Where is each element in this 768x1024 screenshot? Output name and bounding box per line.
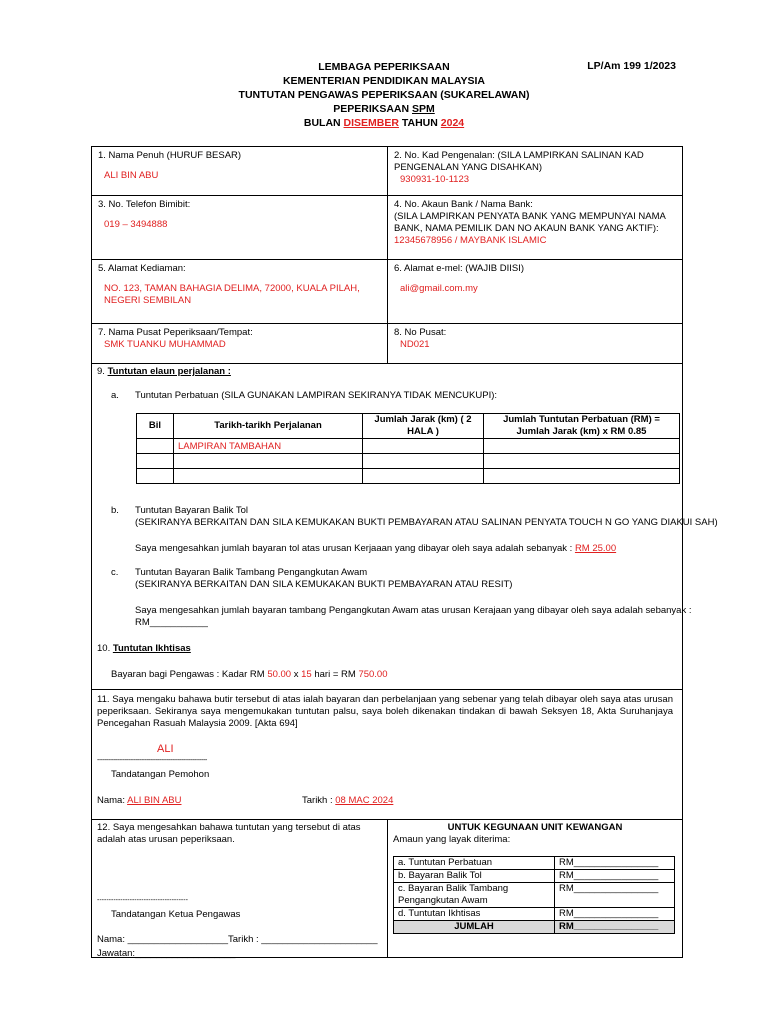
field-4-value: 12345678956 / MAYBANK ISLAMIC [394,235,547,246]
table-row[interactable] [137,439,680,454]
header-line3: TUNTUTAN PENGAWAS PEPERIKSAAN (SUKARELAWAN) [238,89,530,101]
item-b-marker: b. [111,505,119,516]
finance-row-label: b. Bayaran Balik Tol [394,870,555,883]
col-tuntutan [484,414,680,439]
item-b-confirm-text: Saya mengesahkan jumlah bayaran tol atas urusan Kerjaaan yang dibayar oleh saya adalah sebanyak : [135,543,575,554]
col-jarak-label: Jumlah Jarak (km) ( 2 HALA ) [374,414,472,437]
field-5-label: 5. Alamat Kediaman: [98,263,186,274]
field-1-value: ALI BIN ABU [104,170,159,181]
field-8-value: ND021 [400,339,430,350]
applicant-date-value[interactable]: 08 MAC 2024 [335,795,394,806]
applicant-name [97,795,182,806]
field-2-value: 930931-10-1123 [400,174,470,185]
field-7-value: SMK TUANKU MUHAMMAD [104,339,226,350]
bulan-label: BULAN [303,117,344,129]
item-c-confirm: Saya mengesahkan jumlah bayaran tambang Pengangkutan Awam atas urusan Kerajaan yang dibayar oleh saya adalah sebanyak : [135,605,692,616]
item-a-marker: a. [111,390,119,401]
section-9-heading: Tuntutan elaun perjalanan : [107,366,231,377]
field-8-label: 8. No Pusat: [394,327,447,338]
finance-title: UNTUK KEGUNAAN UNIT KEWANGAN [447,822,623,833]
table-row[interactable] [137,469,680,484]
table-cell[interactable] [137,469,174,484]
chief-jawatan-line[interactable]: Jawatan:___________________ [97,948,236,959]
field-4-label: 4. No. Akaun Bank / Nama Bank: [394,199,533,210]
field-pusat-peperiksaan[interactable] [92,324,388,364]
finance-row-amount[interactable]: RM________________ [555,857,675,870]
public-transport-amount[interactable]: RM___________ [135,617,208,628]
chief-signature-line: --------------------------------------- [97,897,188,904]
finance-row-label: c. Bayaran Balik Tambang Pengangkutan Awam [394,883,555,908]
bulan-value: DISEMBER [343,117,399,129]
field-nama-penuh[interactable] [92,147,388,196]
item-c-note: (SEKIRANYA BERKAITAN DAN SILA KEMUKAKAN BUKTI PEMBAYARAN ATAU RESIT) [135,579,513,590]
signature-line: ------------------------------------------------------------ [97,757,207,764]
ikhtisas-times: x [291,669,302,680]
finance-total-label: JUMLAH [394,921,555,934]
col-bil: Bil [137,414,174,439]
table-row [394,883,675,908]
exam-label: PEPERIKSAAN [333,103,412,115]
item-a-text: Tuntutan Perbatuan (SILA GUNAKAN LAMPIRAN SEKIRANYA TIDAK MENCUKUPI): [135,390,498,401]
item-b-note: (SEKIRANYA BERKAITAN DAN SILA KEMUKAKAN BUKTI PEMBAYARAN ATAU SALINAN PENYATA TOUCH N GO YANG DIAKUI SAH) [135,517,718,528]
table-cell[interactable] [363,454,484,469]
finance-total-row [394,921,675,934]
header-line5 [0,116,768,130]
col-jarak [363,414,484,439]
field-telefon[interactable] [92,196,388,260]
field-email[interactable] [388,260,683,324]
header-line1: LEMBAGA PEPERIKSAAN [318,61,450,73]
table-row[interactable] [137,454,680,469]
table-cell[interactable] [484,469,680,484]
field-3-value: 019 – 3494888 [104,219,168,230]
field-2-label: 2. No. Kad Pengenalan: (SILA LAMPIRKAN SALINAN KAD PENGENALAN YANG DISAHKAN) [394,150,644,173]
table-cell[interactable] [363,469,484,484]
form-reference: LP/Am 199 1/2023 [587,60,676,72]
field-5-value: NO. 123, TAMAN BAHAGIA DELIMA, 72000, KUALA PILAH, NEGERI SEMBILAN [104,283,360,306]
tahun-label: TAHUN [398,117,441,129]
ikhtisas-days[interactable]: 15 [301,669,312,680]
travel-table [136,413,680,484]
field-no-pusat[interactable] [388,324,683,364]
field-alamat-kediaman[interactable] [92,260,388,324]
item-b-confirm [135,543,616,554]
field-kad-pengenalan[interactable] [388,147,683,196]
table-cell[interactable] [174,454,363,469]
header-line4 [0,102,768,116]
item-c-marker: c. [111,567,119,578]
chief-name-date-line[interactable]: Nama: ___________________Tarikh : ______________________ [97,934,378,945]
applicant-date [302,795,393,806]
exam-name: SPM [412,103,435,115]
finance-row-label: d. Tuntutan Ikhtisas [394,908,555,921]
finance-table [393,856,675,934]
tahun-value: 2024 [440,117,465,129]
toll-amount[interactable]: RM 25.00 [574,543,617,554]
applicant-signature[interactable]: ALI [157,743,174,755]
table-cell[interactable] [137,439,174,454]
table-row [394,908,675,921]
field-6-value: ali@gmail.com.my [400,283,478,294]
col-tuntutan-label: Jumlah Tuntutan Perbatuan (RM) = Jumlah Jarak (km) x RM 0.85 [503,414,660,437]
section-10-heading: Tuntutan Ikhtisas [112,643,191,654]
field-7-label: 7. Nama Pusat Peperiksaan/Tempat: [98,327,253,338]
finance-row-amount[interactable]: RM________________ [555,908,675,921]
ikhtisas-days-label: hari = RM [311,669,359,680]
ikhtisas-total[interactable]: 750.00 [358,669,388,680]
ikhtisas-rate[interactable]: 50.00 [267,669,292,680]
section-10-number: 10. [97,643,113,654]
field-4-note: (SILA LAMPIRKAN PENYATA BANK YANG MEMPUNYAI NAMA BANK, NAMA PEMILIK DAN NO AKAUN BANK YANG AKTIF): [394,211,666,234]
finance-subtitle: Amaun yang layak diterima: [393,834,511,845]
section-10-title [97,643,191,654]
section-9-title [97,366,231,377]
ikhtisas-rate-label: Bayaran bagi Pengawas : Kadar RM [111,669,268,680]
declaration-text: 11. Saya mengaku bahawa butir tersebut di atas ialah bayaran dan perbelanjaan yang sebenar yang telah dibayar oleh saya atas urusan peperiksaan. Sekiranya saya mengemukakan tuntutan palsu, saya boleh dikenakan tindakan di bawah Seksyen 18, Akta Suruhanjaya Pencegahan Rasuah Malaysia 2009. [Akta 694] [97,694,673,729]
chief-signature-label: Tandatangan Ketua Pengawas [111,909,241,920]
field-3-label: 3. No. Telefon Bimibit: [98,199,191,210]
table-cell[interactable] [484,454,680,469]
applicant-date-label: Tarikh : [302,795,336,806]
section-9-number: 9. [97,366,108,377]
finance-row-amount[interactable]: RM________________ [555,870,675,883]
table-row [394,870,675,883]
table-row [394,857,675,870]
verification-text: 12. Saya mengesahkan bahawa tuntutan yang tersebut di atas adalah atas urusan peperiksaan. [97,822,361,845]
finance-row-label: a. Tuntutan Perbatuan [394,857,555,870]
table-cell-lampiran[interactable]: LAMPIRAN TAMBAHAN [174,439,363,454]
field-akaun-bank[interactable] [388,196,683,260]
header-line2: KEMENTERIAN PENDIDIKAN MALAYSIA [282,75,486,87]
table-cell[interactable] [363,439,484,454]
signature-label: Tandatangan Pemohon [111,769,210,780]
table-cell[interactable] [484,439,680,454]
finance-row-amount[interactable]: RM________________ [555,883,675,908]
field-6-label: 6. Alamat e-mel: (WAJIB DIISI) [394,263,525,274]
ikhtisas-calc [111,669,388,680]
applicant-name-value[interactable]: ALI BIN ABU [127,795,182,806]
applicant-name-label: Nama: [97,795,128,806]
col-tarikh: Tarikh-tarikh Perjalanan [174,414,363,439]
item-b-text: Tuntutan Bayaran Balik Tol [135,505,249,516]
item-c-text: Tuntutan Bayaran Balik Tambang Pengangkutan Awam [135,567,368,578]
table-cell[interactable] [174,469,363,484]
field-1-label: 1. Nama Penuh (HURUF BESAR) [98,150,242,161]
table-cell[interactable] [137,454,174,469]
travel-table-header [137,414,680,439]
finance-total-amount[interactable]: RM________________ [555,921,675,934]
